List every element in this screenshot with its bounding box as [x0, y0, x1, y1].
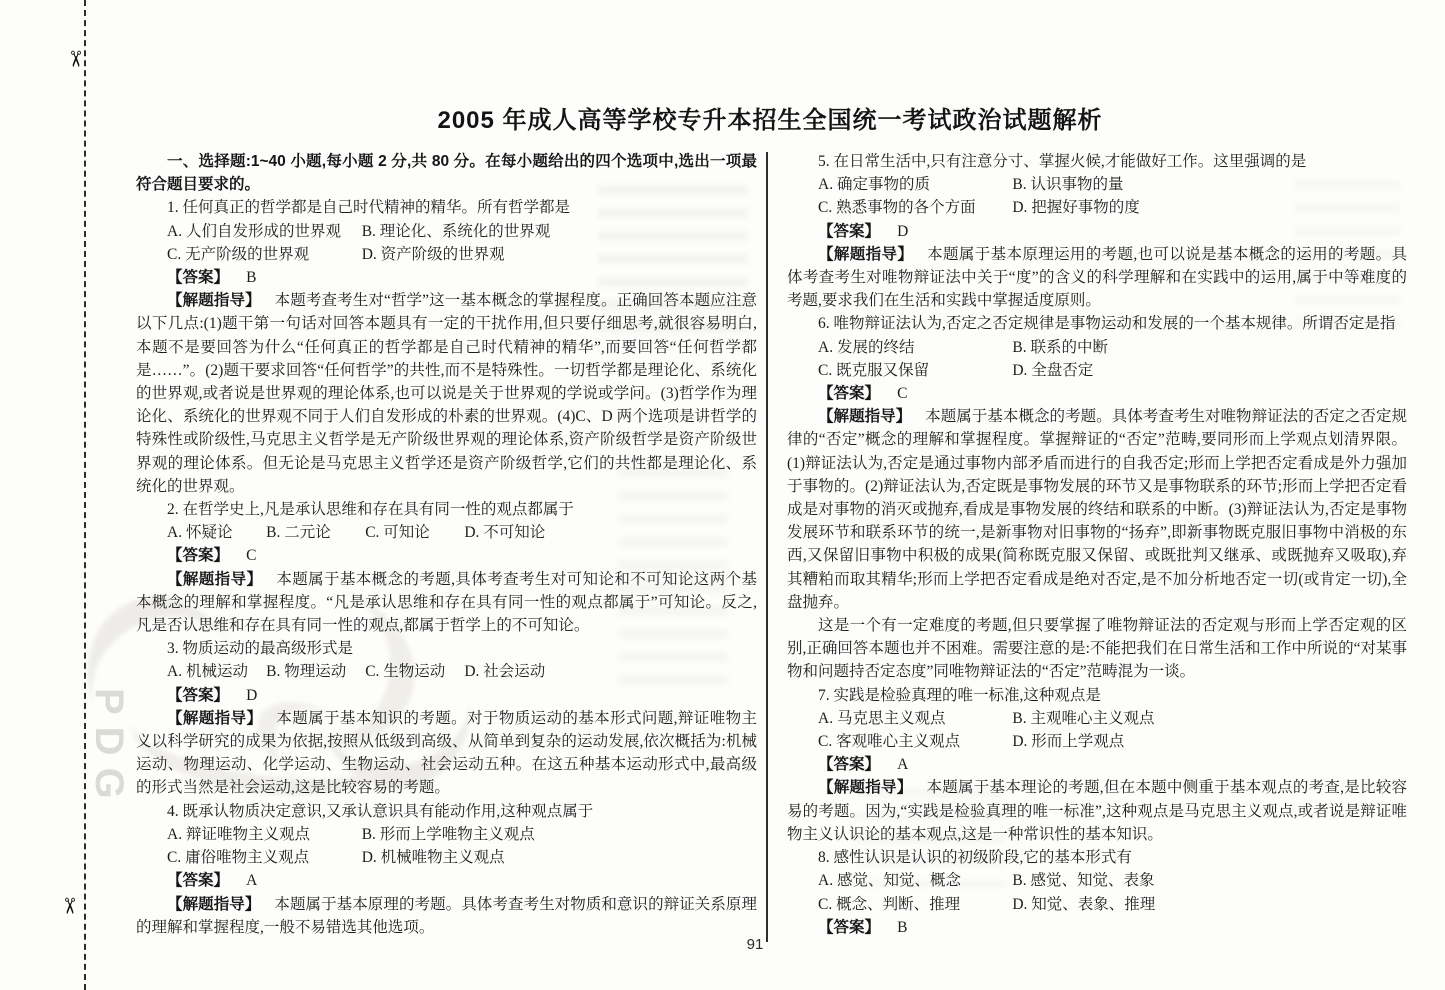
option-d: D. 机械唯物主义观点	[361, 849, 505, 867]
guide-label: 【解题指导】	[167, 709, 263, 727]
option-c: C. 既克服又保留	[818, 361, 930, 379]
options-row	[787, 196, 1407, 219]
option-a: A. 辩证唯物主义观点	[167, 825, 310, 843]
options-row	[136, 243, 757, 266]
question-3	[136, 637, 757, 799]
question-4	[136, 800, 757, 939]
answer-line	[787, 753, 1407, 776]
answer-line	[787, 220, 1407, 243]
option-c: C. 生物运动	[365, 663, 446, 681]
answer-label: 【答案】	[167, 547, 230, 565]
option-b: B. 形而上学唯物主义观点	[361, 825, 535, 843]
answer-label: 【答案】	[818, 918, 881, 936]
guide-text: 本题属于基本概念的考题,具体考查考生对可知论和不可知论这两个基本概念的理解和掌握程度。“凡是承认思维和存在具有同一性的观点都属于”可知论。反之,凡是否认思维和存在具有同一性的观点,都属于哲学上的不可知论。	[136, 570, 757, 635]
question-stem: 2. 在哲学史上,凡是承认思维和存在具有同一性的观点都属于	[167, 501, 574, 519]
answer-value: B	[897, 918, 908, 936]
options-row	[136, 220, 757, 243]
answer-label: 【答案】	[818, 756, 881, 774]
options-row	[136, 660, 757, 683]
option-d: D. 把握好事物的度	[1012, 199, 1140, 217]
answer-value: B	[246, 269, 257, 287]
option-b: B. 联系的中断	[1012, 338, 1108, 356]
options-row	[787, 707, 1407, 730]
option-a: A. 机械运动	[167, 663, 248, 681]
question-stem: 5. 在日常生活中,只有注意分寸、掌握火候,才能做好工作。这里强调的是	[818, 153, 1307, 170]
question-1	[136, 196, 757, 498]
guide-label: 【解题指导】	[167, 570, 263, 588]
explanation	[787, 243, 1407, 313]
question-7	[787, 684, 1407, 846]
answer-value: A	[246, 872, 258, 890]
option-d: D. 形而上学观点	[1012, 733, 1125, 751]
option-c: C. 无产阶级的世界观	[167, 245, 310, 263]
option-d: D. 知觉、表象、推理	[1012, 895, 1156, 913]
options-row	[787, 173, 1407, 196]
cut-dashed-line	[84, 0, 86, 990]
answer-label: 【答案】	[167, 686, 230, 704]
question-8	[787, 846, 1407, 939]
explanation	[136, 893, 757, 939]
option-a: A. 发展的终结	[818, 338, 915, 356]
option-b: B. 认识事物的量	[1012, 176, 1124, 194]
options-row	[787, 730, 1407, 753]
answer-line	[787, 382, 1407, 405]
question-stem: 3. 物质运动的最高级形式是	[167, 640, 354, 658]
answer-label: 【答案】	[167, 872, 230, 890]
question-stem: 8. 感性认识是认识的初级阶段,它的基本形式有	[818, 849, 1132, 867]
option-b: B. 主观唯心主义观点	[1012, 709, 1155, 727]
question-stem: 6. 唯物辩证法认为,否定之否定规律是事物运动和发展的一个基本规律。所谓否定是指	[818, 315, 1396, 333]
answer-value: D	[897, 222, 909, 240]
column-divider	[766, 152, 768, 942]
options-row	[787, 869, 1407, 892]
guide-label: 【解题指导】	[818, 245, 914, 263]
option-b: B. 理论化、系统化的世界观	[361, 222, 551, 240]
explanation	[136, 707, 757, 800]
explanation	[787, 405, 1407, 614]
answer-label: 【答案】	[167, 269, 230, 287]
options-row	[787, 359, 1407, 382]
options-row	[787, 893, 1407, 916]
guide-text: 本题属于基本概念的考题。具体考查考生对唯物辩证法的否定之否定规律的“否定”概念的理解和掌握程度。掌握辩证的“否定”范畴,要同形而上学观点划清界限。(1)辩证法认为,否定是通过事物内部矛盾而进行的自我否定;形而上学把否定看成是外力强加于事物的。(2)辩证法认为,否定既是事物发展的环节又是事物联系的环节;形而上学把否定看成是对事物的消灭或抛弃,看成是事物发展的终结和联系的中断。(3)辩证法认为,否定是事物发展环节和联系环节的统一,是新事物对旧事物的“扬弃”,即新事物既克服旧事物中消极的东西,又保留旧事物中积极的成果(简称既克服又保留、或既批判又继承、或既抛弃又吸取),弃其糟粕而取其精华;形而上学把否定看成是绝对否定,是不加分析地否定一切(或肯定一切),全盘抛弃。	[787, 408, 1407, 611]
option-d: D. 不可知论	[464, 524, 546, 542]
explanation	[136, 568, 757, 638]
option-a: A. 怀疑论	[167, 524, 233, 542]
question-stem: 7. 实践是检验真理的唯一标准,这种观点是	[818, 686, 1101, 704]
page-number: 91	[746, 936, 764, 953]
answer-label: 【答案】	[818, 222, 881, 240]
option-b: B. 物理运动	[266, 663, 347, 681]
guide-label: 【解题指导】	[167, 895, 261, 913]
question-5	[787, 150, 1407, 312]
answer-value: C	[897, 385, 908, 403]
answer-line	[787, 916, 1407, 939]
guide-text: 本题属于基本原理的考题。具体考查考生对物质和意识的辩证关系原理的理解和掌握程度,一般不易错选其他选项。	[136, 895, 757, 936]
option-c: C. 庸俗唯物主义观点	[167, 849, 310, 867]
option-a: A. 感觉、知觉、概念	[818, 872, 961, 890]
explanation	[787, 776, 1407, 846]
right-column	[787, 150, 1407, 939]
option-a: A. 马克思主义观点	[818, 709, 946, 727]
option-a: A. 确定事物的质	[818, 176, 930, 194]
option-b: B. 二元论	[266, 524, 331, 542]
guide-text: 本题属于基本知识的考题。对于物质运动的基本形式问题,辩证唯物主义以科学研究的成果为依据,按照从低级到高级、从简单到复杂的运动发展,依次概括为:机械运动、物理运动、化学运动、生物运动、社会运动五种。在这五种基本运动形式中,最高级的形式当然是社会运动,这是比较容易的考题。	[136, 709, 757, 797]
guide-label: 【解题指导】	[818, 779, 913, 797]
options-row	[136, 521, 757, 544]
page-title: 2005 年成人高等学校专升本招生全国统一考试政治试题解析	[437, 107, 1103, 135]
scissors-icon: ✂	[57, 896, 83, 916]
guide-label: 【解题指导】	[818, 408, 912, 426]
options-row	[136, 823, 757, 846]
answer-label: 【答案】	[818, 385, 881, 403]
explanation-continued: 这是一个有一定难度的考题,但只要掌握了唯物辩证法的否定观与形而上学否定观的区别,正确回答本题也并不困难。需要注意的是:不能把我们在日常生活和工作中所说的“对某事物和问题持否定态度”同唯物辩证法的“否定”范畴混为一谈。	[787, 617, 1407, 681]
option-b: B. 感觉、知觉、表象	[1012, 872, 1155, 890]
pdg-watermark: PDG	[87, 688, 131, 811]
question-2	[136, 498, 757, 637]
answer-line	[136, 684, 757, 707]
answer-line	[136, 869, 757, 892]
answer-value: A	[897, 756, 909, 774]
option-a: A. 人们自发形成的世界观	[167, 222, 341, 240]
guide-text: 本题属于基本原理运用的考题,也可以说是基本概念的运用的考题。具体考查考生对唯物辩证法中关于“度”的含义的科学理解和在实践中的运用,属于中等难度的考题,要求我们在生活和实践中掌握适度原则。	[787, 245, 1407, 310]
answer-value: C	[246, 547, 257, 565]
answer-line	[136, 266, 757, 289]
option-d: D. 社会运动	[464, 663, 546, 681]
question-stem: 1. 任何真正的哲学都是自己时代精神的精华。所有哲学都是	[167, 199, 571, 217]
option-c: C. 客观唯心主义观点	[818, 733, 961, 751]
options-row	[136, 846, 757, 869]
guide-text: 本题属于基本理论的考题,但在本题中侧重于基本观点的考查,是比较容易的考题。因为,“实践是检验真理的唯一标准”,这种观点是马克思主义观点,或者说是辩证唯物主义认识论的基本观点,这是一种常识性的基本知识。	[787, 779, 1407, 843]
explanation	[136, 289, 757, 498]
option-c: C. 可知论	[365, 524, 430, 542]
option-c: C. 概念、判断、推理	[818, 895, 961, 913]
scissors-icon: ✂	[63, 49, 89, 69]
answer-value: D	[246, 686, 258, 704]
question-stem: 4. 既承认物质决定意识,又承认意识具有能动作用,这种观点属于	[167, 802, 594, 820]
question-6	[787, 312, 1407, 683]
left-column	[136, 150, 757, 939]
guide-label: 【解题指导】	[167, 292, 261, 310]
options-row	[787, 336, 1407, 359]
option-d: D. 全盘否定	[1012, 361, 1094, 379]
section-heading: 一、选择题:1~40 小题,每小题 2 分,共 80 分。在每小题给出的四个选项中,选出一项最符合题目要求的。	[136, 153, 757, 194]
answer-line	[136, 544, 757, 567]
option-d: D. 资产阶级的世界观	[361, 245, 505, 263]
option-c: C. 熟悉事物的各个方面	[818, 199, 976, 217]
guide-text: 本题考查考生对“哲学”这一基本概念的掌握程度。正确回答本题应注意以下几点:(1)题干第一句话对回答本题具有一定的干扰作用,但只要仔细思考,就很容易明白,本题不是要回答为什么“任何真正的哲学都是自己时代精神的精华”,而要回答“任何哲学都是……”。(2)题干要求回答“任何哲学”的共性,而不是特殊性。一切哲学都是理论化、系统化的世界观,或者说是世界观的理论体系,也可以说是关于世界观的学说或学问。(3)哲学作为理论化、系统化的世界观不同于人们自发形成的朴素的世界观。(4)C、D 两个选项是讲哲学的特殊性或阶级性,马克思主义哲学是无产阶级世界观的理论体系,资产阶级哲学是资产阶级世界观的理论体系。但无论是马克思主义哲学还是资产阶级哲学,它们的共性都是理论化、系统化的世界观。	[136, 292, 757, 495]
